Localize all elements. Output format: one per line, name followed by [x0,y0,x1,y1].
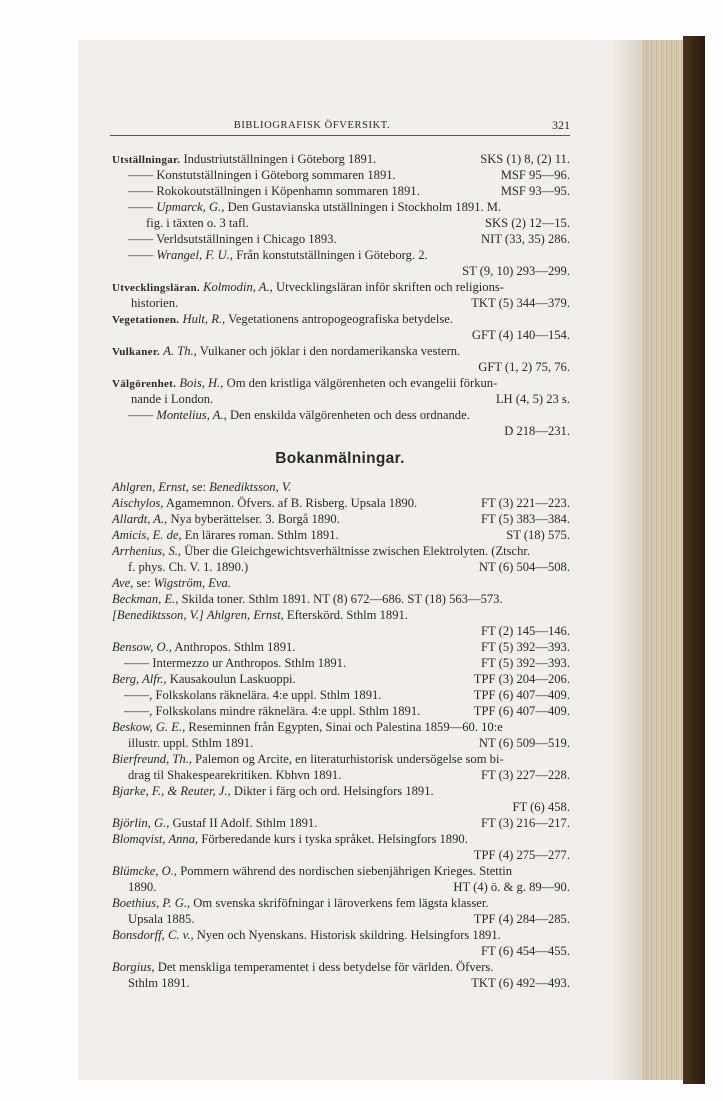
entry-author: Ave, [112,576,134,590]
entry-text: se: [136,576,151,590]
entry-ref: FT (3) 216—217. [481,816,570,830]
entry-line [112,543,570,559]
entry-ref: FT (5) 392—393. [481,656,570,670]
entry-line [112,263,570,279]
entry-line [112,943,570,959]
entry-author: Montelius, A., [156,408,227,422]
entry-ref: ST (18) 575. [506,528,570,542]
entry-line [131,295,570,311]
entry-line [112,327,570,343]
section-title: Bokanmälningar. [275,450,405,467]
entry-ref: NIT (33, 35) 286. [481,232,570,246]
entry-line [112,423,570,439]
entry-line [112,279,570,295]
entry-text: Utvecklingsläran inför skriften och religions- [275,280,504,294]
entry-ref: TPF (6) 407—409. [473,704,570,718]
entry-text: Vulkaner och jöklar i den nordamerikanska vestern. [199,344,461,358]
entry-ref: TPF (6) 407—409. [473,688,570,702]
entry-line [112,527,570,543]
entry-line [146,215,570,231]
entry-text: drag til Shakespearekritiken. Kbhvn 1891. [128,768,342,782]
entry-ref: TKT (5) 344—379. [471,296,570,310]
entry-line [112,591,570,607]
running-head [110,116,570,136]
entry-line [112,719,570,735]
entry-ref: FT (6) 454—455. [481,944,570,958]
entry-author: Bonsdorff, C. v., [112,928,194,942]
entry-line [124,655,570,671]
entry-text: Om den kristliga välgörenheten och evangelii förkun- [226,376,498,390]
entry-line: —— Upmarck, G., Den Gustavianska utställningen i Stockholm 1891. M. [128,200,502,214]
entry-text: f. phys. Ch. V. 1. 1890.) [128,560,249,574]
entry-text: Upsala 1885. [128,912,195,926]
entry-line [112,151,570,167]
entry-line [128,559,570,575]
entry-line [112,671,570,687]
entry-author: [Benediktsson, V.] [112,608,204,622]
entry-ref: TPF (4) 275—277. [473,848,570,862]
entry-ref: FT (6) 458. [512,800,570,814]
entry-author: Ahlgren, Ernst, [206,608,284,622]
entry-ref: FT (5) 383—384. [481,512,570,526]
entry-line [128,231,570,247]
header-rule [110,135,570,136]
entry-text: Anthropos. Sthlm 1891. [174,640,296,654]
entry-text: Förberedande kurs i tyska språket. Helsingfors 1890. [201,832,468,846]
entry-line [131,391,570,407]
entry-author: Beskow, G. E., [112,720,186,734]
entry-line [128,735,570,751]
entry-text: Kausakoulun Laskuoppi. [169,672,296,686]
entry-ref: SKS (1) 8, (2) 11. [480,152,570,166]
entry-author: Bjarke, F., & Reuter, J., [112,784,231,798]
entry-author: Arrhenius, S., [112,544,182,558]
entry-text: Skilda toner. Sthlm 1891. NT (8) 672—686. ST (18) 563—573. [181,592,503,606]
entry-line [124,687,570,703]
entry-text: Über die Gleichgewichtsverhältnisse zwischen Elektrolyten. (Ztschr. [184,544,531,558]
entry-ref: FT (3) 227—228. [481,768,570,782]
entry-author: A. Th., [163,344,197,358]
entry-author: Blomqvist, Anna, [112,832,199,846]
entry-see: Wigström, Eva. [153,576,231,590]
entry-author: Aischylos, [112,496,164,510]
entry-ref: GFT (1, 2) 75, 76. [478,360,570,374]
entry-text: Palemon og Arcite, en literaturhistorisk undersögelse som bi- [195,752,504,766]
entry-line [112,895,570,911]
entry-author: Borgius, [112,960,155,974]
entry-line [112,495,570,511]
entry-author: Blümcke, O., [112,864,178,878]
entry-text: Från konstutställningen i Göteborg. 2. [236,248,428,262]
entry-ref: NT (6) 504—508. [478,560,570,574]
entry-text: Gustaf II Adolf. Sthlm 1891. [172,816,318,830]
entry-line [128,767,570,783]
entry-text: Vegetationens antropogeografiska betydelse. [228,312,453,326]
entry-line [112,831,570,847]
entry-author: Boethius, P. G., [112,896,191,910]
entry-text: Den Gustavianska utställningen i Stockholm 1891. M. [227,200,502,214]
entry-text: Industriutställningen i Göteborg 1891. [183,152,377,166]
header-title: BIBLIOGRAFISK ÖFVERSIKT. [233,120,391,131]
entry-author: Hult, R., [182,312,226,326]
entry-text: Agamemnon. Öfvers. af B. Risberg. Upsala 1890. [165,496,418,510]
category-label: Utställningar. [112,154,181,166]
entry-line [112,783,570,799]
entry-see: Benediktsson, V. [209,480,292,494]
entry-author: Upmarck, G., [156,200,225,214]
entry-line [112,639,570,655]
category-label: Vulkaner. [112,346,161,358]
entry-text: Om svenska skriföfningar i läroverkens fem lägsta klasser. [193,896,489,910]
entry-ref: GFT (4) 140—154. [471,328,570,342]
entry-text: fig. i täxten o. 3 tafl. [146,216,249,230]
entry-line [128,975,570,991]
entry-ref: NT (6) 509—519. [478,736,570,750]
entry-text: —— Verldsutställningen i Chicago 1893. [128,232,337,246]
entry-text: Det menskliga temperamentet i dess betydelse för världen. Öfvers. [157,960,494,974]
entry-text: Nya byberättelser. 3. Borgå 1890. [170,512,340,526]
entry-ref: D 218—231. [504,424,570,438]
entry-line [128,911,570,927]
entry-author: Kolmodin, A., [203,280,273,294]
entry-line [112,375,570,391]
entry-line [128,879,570,895]
entry-line [112,959,570,975]
entry-line [124,703,570,719]
entry-line [112,575,570,591]
entry-text: —— Rokokoutställningen i Köpenhamn sommaren 1891. [128,184,420,198]
entry-author: Berg, Alfr., [112,672,167,686]
entry-author: Bierfreund, Th., [112,752,192,766]
entry-ref: FT (2) 145—146. [481,624,570,638]
entry-line [112,863,570,879]
entry-ref: TPF (4) 284—285. [473,912,570,926]
entry-line [112,751,570,767]
entry-line [112,511,570,527]
page-edges [642,40,687,1080]
category-label: Välgörenhet. [112,378,177,390]
entry-text: Sthlm 1891. [128,976,190,990]
entry-text: En lärares roman. Sthlm 1891. [184,528,339,542]
category-label: Utvecklingsläran. [112,282,200,294]
entry-line: —— Wrangel, F. U., Från konstutställningen i Göteborg. 2. [128,248,428,262]
entry-author: Allardt, A., [112,512,168,526]
entry-text: illustr. uppl. Sthlm 1891. [128,736,254,750]
entry-ref: FT (5) 392—393. [481,640,570,654]
entry-text: —— Konstutställningen i Göteborg sommaren 1891. [128,168,396,182]
entry-text: Den enskilda välgörenheten och dess ordnande. [229,408,470,422]
book-cover-edge [683,36,705,1084]
entry-author: Wrangel, F. U., [156,248,234,262]
entry-ref: HT (4) ö. & g. 89—90. [453,880,570,894]
entry-line [112,815,570,831]
entry-line [112,359,570,375]
entry-ref: ST (9, 10) 293—299. [462,264,570,278]
entry-text: ——, Folkskolans mindre räknelära. 4:e uppl. Sthlm 1891. [124,704,421,718]
entry-text: Reseminnen från Egypten, Sinai och Palestina 1859—60. 10:e [188,720,503,734]
entry-line [112,343,570,359]
entry-line [112,311,570,327]
entry-ref: SKS (2) 12—15. [484,216,570,230]
page-number: 321 [552,118,570,132]
entry-line [112,847,570,863]
entry-text: ——, Folkskolans räknelära. 4:e uppl. Sthlm 1891. [124,688,382,702]
entry-text: se: [192,480,206,494]
entry-text: Dikter i färg och ord. Helsingfors 1891. [233,784,434,798]
entry-line [112,623,570,639]
entry-text: Efterskörd. Sthlm 1891. [286,608,408,622]
entry-author: Ahlgren, Ernst, [112,480,189,494]
entry-ref: TPF (3) 204—206. [473,672,570,686]
entry-text: Pommern während des nordischen siebenjährigen Krieges. Stettin [180,864,513,878]
entry-line [112,479,570,495]
entry-ref: TKT (6) 492—493. [471,976,570,990]
category-label: Vegetationen. [112,314,180,326]
entry-ref: LH (4, 5) 23 s. [495,392,570,406]
entry-ref: MSF 95—96. [500,168,570,182]
entry-line [128,183,570,199]
entry-line [112,799,570,815]
entry-ref: FT (3) 221—223. [481,496,570,510]
entry-author: Bensow, O., [112,640,172,654]
entry-line [128,167,570,183]
entry-text: nande i London. [131,392,214,406]
entry-line: —— Montelius, A., Den enskilda välgörenheten och dess ordnande. [128,408,470,422]
entry-line [112,927,570,943]
entry-text: Nyen och Nyenskans. Historisk skildring. Helsingfors 1891. [196,928,501,942]
entry-text: —— Intermezzo ur Anthropos. Sthlm 1891. [124,656,347,670]
entry-author: Björlin, G., [112,816,170,830]
entry-author: Beckman, E., [112,592,179,606]
entry-text: historien. [131,296,179,310]
entry-author: Amicis, E. de, [112,528,182,542]
entry-ref: MSF 93—95. [500,184,570,198]
entry-line [112,607,570,623]
entry-text: 1890. [128,880,157,894]
entry-author: Bois, H., [179,376,224,390]
